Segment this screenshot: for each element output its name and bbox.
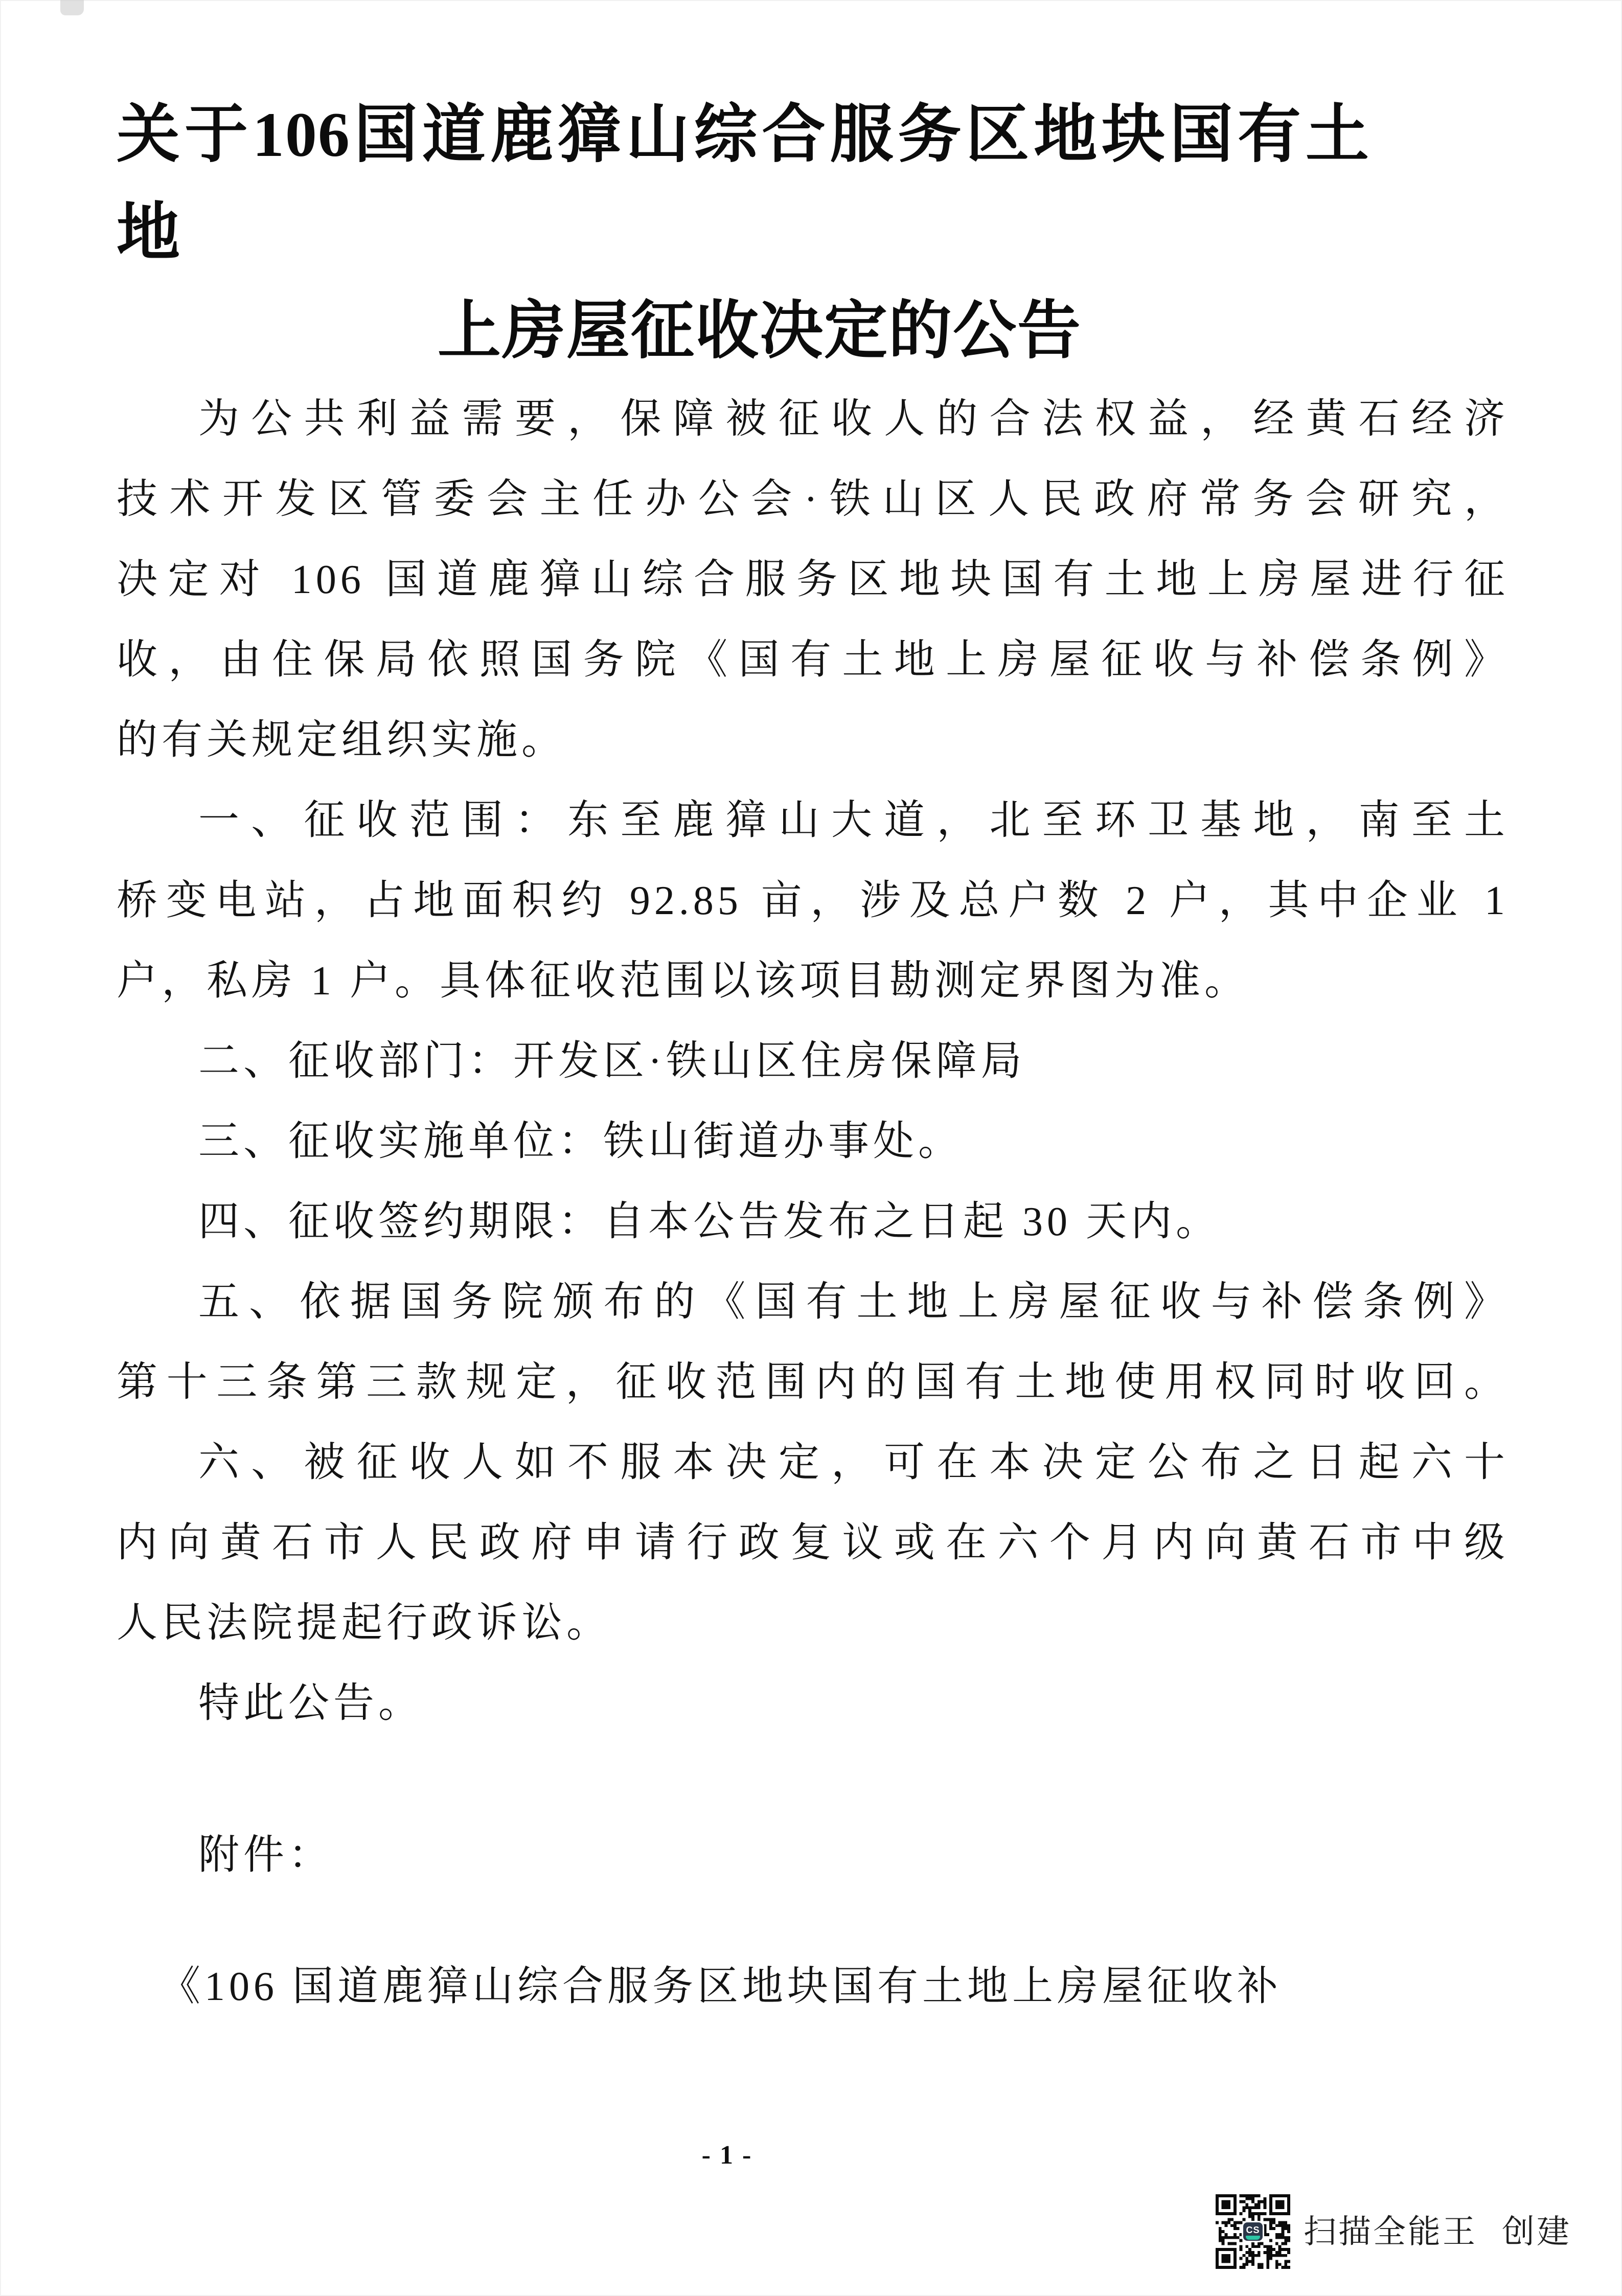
- body-line: 五、依据国务院颁布的《国有土地上房屋征收与补偿条例》: [198, 1280, 1509, 1325]
- body-line: 户，私房 1 户。具体征收范围以该项目勘测定界图为准。: [117, 959, 1249, 1004]
- body-line: 的有关规定组织实施。: [117, 718, 566, 763]
- camscanner-logo-icon: [1243, 2222, 1263, 2241]
- title-line-1: 关于106国道鹿獐山综合服务区地块国有土地: [117, 100, 1370, 268]
- title-line-2: 上房屋征收决定的公告: [438, 296, 1082, 366]
- body-line: 二、征收部门：开发区·铁山区住房保障局: [198, 1039, 1026, 1084]
- body-line: 附件：: [198, 1833, 333, 1878]
- camscanner-logo-accent: [1246, 2236, 1260, 2240]
- body-line: 内向黄石市人民政府申请行政复议或在六个月内向黄石市中级: [117, 1520, 1509, 1565]
- camscanner-qr-code-icon: [1216, 2194, 1290, 2269]
- document-title: [117, 86, 1370, 380]
- body-line: 为公共利益需要，保障被征收人的合法权益，经黄石经济: [198, 397, 1509, 442]
- body-line: 三、征收实施单位：铁山街道办事处。: [198, 1119, 963, 1164]
- page-number: -1-: [701, 2141, 761, 2170]
- body-line: 六、被征收人如不服本决定，可在本决定公布之日起六十: [198, 1440, 1509, 1485]
- body-line: 收，由住保局依照国务院《国有土地上房屋征收与补偿条例》: [117, 638, 1509, 683]
- body-line: 一、征收范围：东至鹿獐山大道，北至环卫基地，南至土: [198, 798, 1509, 843]
- body-line: 特此公告。: [198, 1681, 423, 1726]
- camscanner-logo-text: CS: [1246, 2225, 1260, 2235]
- body-line: 第十三条第三款规定，征收范围内的国有土地使用权同时收回。: [117, 1360, 1509, 1405]
- body-line: 决定对 106 国道鹿獐山综合服务区地块国有土地上房屋进行征: [117, 557, 1509, 602]
- body-line: 《106 国道鹿獐山综合服务区地块国有土地上房屋征收补: [159, 1964, 1282, 2009]
- camscanner-caption: 扫描全能王 创建: [1304, 2214, 1571, 2250]
- body-line: 四、征收签约期限：自本公告发布之日起 30 天内。: [198, 1199, 1221, 1244]
- body-line: 桥变电站，占地面积约 92.85 亩，涉及总户数 2 户，其中企业 1: [117, 878, 1509, 923]
- body-line: 技术开发区管委会主任办公会·铁山区人民政府常务会研究，: [117, 477, 1509, 522]
- document-body: [117, 379, 1509, 2027]
- body-line: 人民法院提起行政诉讼。: [117, 1601, 611, 1646]
- scan-artifact: [60, 0, 84, 15]
